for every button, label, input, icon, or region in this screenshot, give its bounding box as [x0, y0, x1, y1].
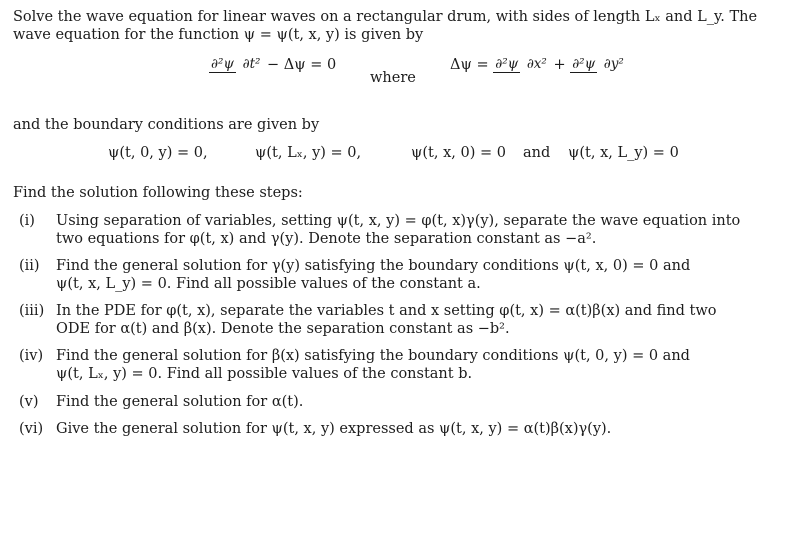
step-item — [13, 212, 789, 248]
step-item — [13, 257, 789, 293]
step-label: (ii) — [19, 257, 40, 274]
step-label: (vi) — [19, 420, 44, 437]
step-line: In the PDE for φ(t, x), separate the variables t and x setting φ(t, x) = α(t)β(x) and find two — [56, 303, 717, 319]
steps-intro: Find the solution following these steps: — [13, 185, 303, 202]
fraction-denominator: ∂x² — [526, 56, 547, 73]
step-line: Find the general solution for β(x) satisfying the boundary conditions ψ(t, 0, y) = 0 and — [56, 348, 690, 365]
fraction-numerator: ∂²ψ — [495, 56, 519, 73]
lhs-remainder: − Δψ = 0 — [267, 57, 337, 74]
step-item — [13, 420, 789, 438]
wave-equation — [13, 50, 789, 108]
plus-sign: + — [553, 57, 566, 74]
step-line: ODE for α(t) and β(x). Denote the separation constant as −b². — [56, 321, 510, 338]
step-item — [13, 347, 789, 383]
where-label: where — [370, 70, 416, 87]
d2psi-dy2-fraction — [570, 57, 626, 73]
step-line: Using separation of variables, setting ψ(t, x, y) = φ(t, x)γ(y), separate the wave equation into — [56, 212, 741, 229]
bc-intro: and the boundary conditions are given by — [13, 117, 320, 134]
fraction-numerator: ∂²ψ — [572, 56, 596, 73]
fraction-denominator: ∂y² — [603, 56, 624, 73]
step-line: two equations for φ(t, x) and γ(y). Denote the separation constant as −a². — [56, 230, 597, 247]
step-line: Find the general solution for α(t). — [56, 393, 304, 410]
problem-page — [13, 8, 789, 438]
fraction-denominator: ∂t² — [242, 56, 261, 73]
step-item — [13, 393, 789, 411]
step-label: (iv) — [19, 348, 44, 365]
steps-list — [13, 212, 789, 438]
intro-line-1: Solve the wave equation for linear waves on a rectangular drum, with sides of length Lₓ and L_y. The — [13, 9, 758, 25]
wave-equation-lhs — [209, 56, 336, 74]
step-item — [13, 302, 789, 338]
d2psi-dx2-fraction — [493, 57, 549, 73]
step-label: (i) — [19, 212, 35, 229]
intro-line-2: wave equation for the function ψ = ψ(t, x, y) is given by — [13, 27, 424, 44]
bc-3: ψ(t, x, 0) = 0 — [411, 145, 506, 162]
bc-2: ψ(t, Lₓ, y) = 0, — [255, 145, 362, 162]
step-line: Find the general solution for γ(y) satisfying the boundary conditions ψ(t, x, 0) = 0 and — [56, 257, 691, 274]
laplacian-lead: Δψ = — [450, 57, 489, 74]
d2psi-dt2-fraction — [209, 57, 262, 73]
fraction-numerator: ∂²ψ — [211, 56, 234, 73]
step-label: (v) — [19, 393, 39, 410]
step-line: Give the general solution for ψ(t, x, y) expressed as ψ(t, x, y) = α(t)β(x)γ(y). — [56, 420, 612, 437]
laplacian-definition — [450, 56, 626, 74]
intro-paragraph — [13, 8, 789, 44]
step-line: ψ(t, Lₓ, y) = 0. Find all possible values of the constant b. — [56, 366, 473, 383]
bc-and: and — [523, 145, 551, 162]
boundary-conditions — [13, 144, 789, 172]
bc-1: ψ(t, 0, y) = 0, — [108, 145, 208, 162]
step-line: ψ(t, x, L_y) = 0. Find all possible values of the constant a. — [56, 275, 481, 292]
bc-4: ψ(t, x, L_y) = 0 — [568, 145, 679, 162]
step-label: (iii) — [19, 303, 45, 319]
